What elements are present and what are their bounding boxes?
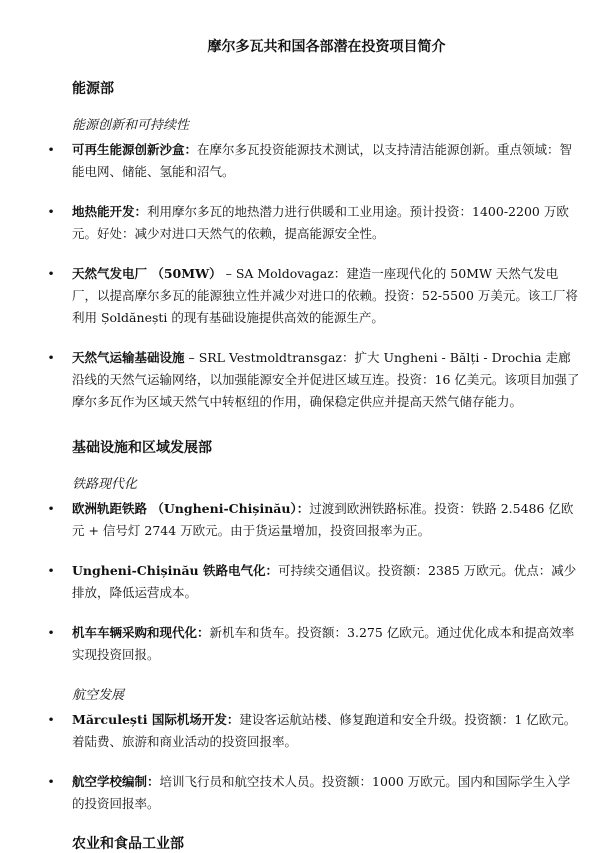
bullet-icon: • [47,204,55,219]
list-item [47,560,581,604]
item-text: 利用摩尔多瓦的地热潜力进行供暖和工业用途。预计投资：1400-2200 万欧元。好处：减少对进口天然气的依赖，提高能源安全性。 [72,204,569,241]
section-title-energy: 能源部 [72,81,114,97]
subsection-aviation: 航空发展 [72,688,125,703]
section-title-agriculture: 农业和食品工业部 [72,836,184,852]
item-lead: 可再生能源创新沙盒： [72,142,198,157]
list-item [47,139,581,183]
item-text: – SA Moldovagaz：建造一座现代化的 50MW 天然气发电厂，以提高摩尔多瓦的能源独立性并减少对进口的依赖。投资：52-5500 万美元。该工厂将利用 Șoldănești 的现有基础设施提供高效的能源生产。 [72,266,578,325]
item-lead: 欧洲轨距铁路 （Ungheni-Chișinău）： [72,501,310,516]
aviation-list [47,709,581,815]
list-item [47,263,581,329]
list-item [47,709,581,753]
item-text: 建设客运航站楼、修复跑道和安全升级。投资额：1 亿欧元。着陆费、旅游和商业活动的投资回报率。 [72,712,577,749]
bullet-icon: • [47,350,55,365]
list-item [47,498,581,542]
item-lead: Ungheni-Chișinău 铁路电气化： [72,563,278,578]
bullet-icon: • [47,625,55,640]
list-item [47,771,581,815]
item-lead: 天然气发电厂 （50MW） [72,266,222,281]
item-text: 可持续交通倡议。投资额：2385 万欧元。优点：减少排放，降低运营成本。 [72,563,577,600]
list-item [47,622,581,666]
list-item [47,347,581,413]
bullet-icon: • [47,774,55,789]
section-title-infrastructure: 基础设施和区域发展部 [72,440,212,456]
energy-list [47,139,581,413]
item-lead: 地热能开发： [72,204,148,219]
bullet-icon: • [47,712,55,727]
bullet-icon: • [47,266,55,281]
item-text: 过渡到欧洲铁路标准。投资：铁路 2.5486 亿欧元 + 信号灯 2744 万欧元。由于货运量增加，投资回报率为正。 [72,501,574,538]
item-text: 新机车和货车。投资额：3.275 亿欧元。通过优化成本和提高效率实现投资回报。 [72,625,575,662]
subsection-railway: 铁路现代化 [72,477,138,492]
item-text: 在摩尔多瓦投资能源技术测试，以支持清洁能源创新。重点领域：智能电网、储能、氢能和沼气。 [72,142,573,179]
bullet-icon: • [47,501,55,516]
list-item [47,201,581,245]
item-text: – SRL Vestmoldtransgaz：扩大 Ungheni - Bălți - Drochia 走廊沿线的天然气运输网络，以加强能源安全并促进区域互连。投资：16 亿美元。该项目加强了摩尔多瓦作为区域天然气中转枢纽的作用，确保稳定供应并提高天然气储存能力。 [72,350,580,409]
item-lead: 航空学校编制： [72,774,160,789]
railway-list [47,498,581,666]
item-lead: 天然气运输基础设施 [72,350,185,365]
bullet-icon: • [47,563,55,578]
document-title: 摩尔多瓦共和国各部潜在投资项目简介 [207,39,446,55]
item-text: 培训飞行员和航空技术人员。投资额：1000 万欧元。国内和国际学生入学的投资回报率。 [72,774,571,811]
subsection-energy-innovation: 能源创新和可持续性 [72,118,190,133]
bullet-icon: • [47,142,55,157]
item-lead: Mărculești 国际机场开发： [72,712,240,727]
item-lead: 机车车辆采购和现代化： [72,625,210,640]
